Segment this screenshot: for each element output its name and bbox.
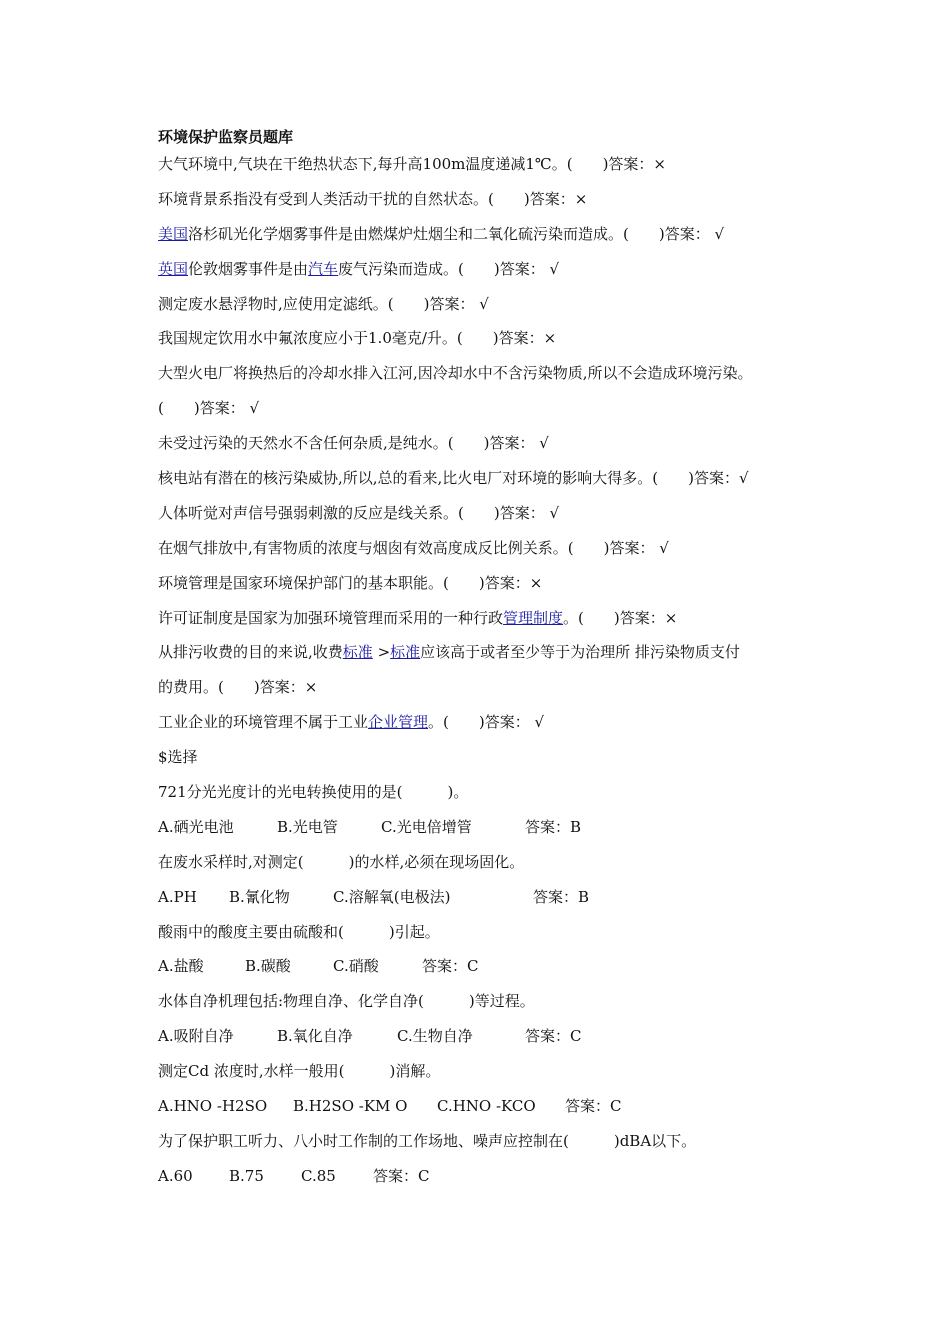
options-line: A.60 B.75 C.85 答案：C	[158, 1166, 430, 1185]
question-line: 从排污收费的目的来说,收费标准 >标准应该高于或者至少等于为治理所 排污染物质支付	[158, 643, 740, 662]
question-line: 核电站有潜在的核污染威协,所以,总的看来,比火电厂对环境的影响大得多。( )答案：√	[158, 469, 749, 488]
link-usa[interactable]: 美国	[158, 224, 189, 243]
question-line: 水体自净机理包括:物理自净、化学自净( )等过程。	[158, 992, 535, 1011]
question-line: 721分光光度计的光电转换使用的是( )。	[158, 783, 469, 802]
document-content	[158, 124, 818, 1201]
options-line: A.硒光电池 B.光电管 C.光电倍增管 答案：B	[158, 817, 582, 836]
question-line: 人体听觉对声信号强弱刺激的反应是线关系。( )答案： √	[158, 503, 560, 522]
question-line: ( )答案： √	[158, 399, 260, 418]
options-line: A.盐酸 B.碳酸 C.硝酸 答案：C	[158, 957, 479, 976]
question-line: 大气环境中,气块在干绝热状态下,每升高100m温度递减1℃。( )答案：×	[158, 155, 666, 173]
link-uk[interactable]: 英国	[158, 259, 189, 278]
document-title: 环境保护监察员题库	[158, 128, 294, 146]
question-line: 我国规定饮用水中氟浓度应小于1.0毫克/升。( )答案：×	[158, 329, 557, 348]
question-line: 美国洛杉矶光化学烟雾事件是由燃煤炉灶烟尘和二氧化硫污染而造成。( )答案： √	[158, 224, 725, 243]
question-line: 为了保护职工听力、八小时工作制的工作场地、噪声应控制在( )dBA以下。	[158, 1131, 697, 1150]
link-standard-2[interactable]: 标准	[390, 643, 421, 662]
question-line: 工业企业的环境管理不属于工业企业管理。( )答案： √	[158, 713, 545, 732]
question-line: 测定废水悬浮物时,应使用定滤纸。( )答案： √	[158, 294, 489, 313]
question-line: 大型火电厂将换热后的冷却水排入江河,因冷却水中不含污染物质,所以不会造成环境污染。	[158, 364, 753, 383]
question-line: 测定Cd 浓度时,水样一般用( )消解。	[158, 1062, 441, 1081]
question-line: 环境背景系指没有受到人类活动干扰的自然状态。( )答案：×	[158, 189, 588, 208]
question-line: 的费用。( )答案：×	[158, 678, 318, 697]
link-car[interactable]: 汽车	[308, 259, 339, 278]
link-management-system[interactable]: 管理制度	[503, 608, 564, 627]
question-line: 许可证制度是国家为加强环境管理而采用的一种行政管理制度。( )答案：×	[158, 608, 678, 627]
link-standard-1[interactable]: 标准	[342, 643, 373, 662]
options-line: A.吸附自净 B.氧化自净 C.生物自净 答案：C	[158, 1027, 582, 1046]
question-line: 环境管理是国家环境保护部门的基本职能。( )答案：×	[158, 573, 543, 592]
question-line: 酸雨中的酸度主要由硫酸和( )引起。	[158, 922, 440, 941]
question-line: 在废水采样时,对测定( )的水样,必须在现场固化。	[158, 852, 525, 871]
link-enterprise-management[interactable]: 企业管理	[368, 713, 429, 732]
question-line: 未受过污染的天然水不含任何杂质,是纯水。( )答案： √	[158, 434, 549, 453]
options-line: A.PH B.氰化物 C.溶解氧(电极法) 答案：B	[158, 887, 590, 906]
section-heading: $选择	[158, 748, 198, 767]
question-line: 英国伦敦烟雾事件是由汽车废气污染而造成。( )答案： √	[158, 259, 560, 278]
question-line: 在烟气排放中,有害物质的浓度与烟囱有效高度成反比例关系。( )答案： √	[158, 538, 669, 557]
options-line: A.HNO -H2SO B.H2SO -KM O C.HNO -KCO 答案：C	[158, 1097, 622, 1116]
